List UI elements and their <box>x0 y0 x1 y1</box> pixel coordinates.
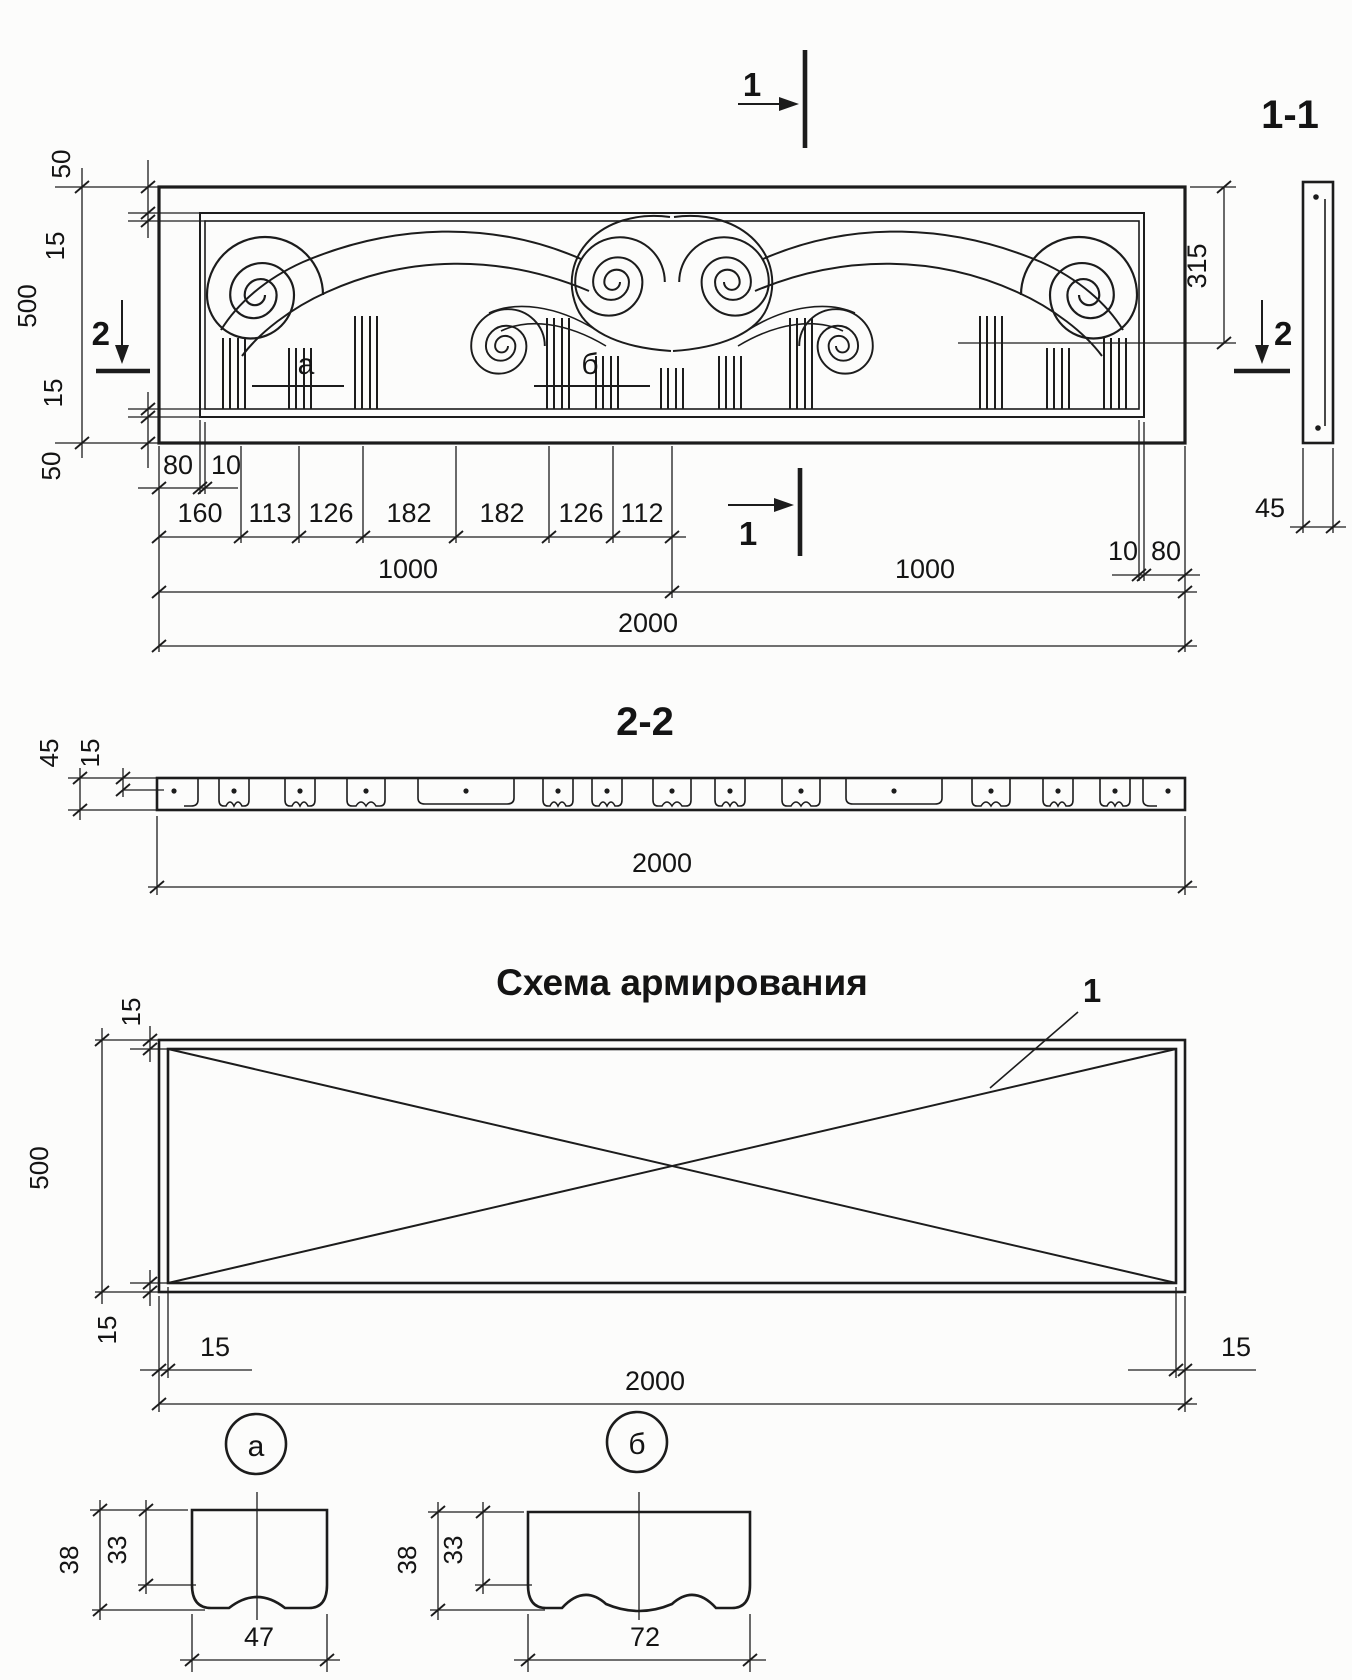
cut2-label-left: 2 <box>91 315 110 352</box>
dim-15-rebar-top: 15 <box>116 997 146 1027</box>
detail-a-section-shape <box>192 1510 327 1608</box>
section-2-2-view <box>34 700 1197 895</box>
reinforcement-scheme <box>24 962 1256 1412</box>
dim-top-inset: 15 <box>40 231 70 261</box>
dim-2000-elevation: 2000 <box>617 608 679 638</box>
dim-10-left: 10 <box>210 450 242 480</box>
detail-b <box>392 1412 766 1672</box>
dim-45-section11: 45 <box>1254 493 1285 523</box>
dim-15-side-right: 15 <box>1220 1332 1252 1362</box>
detail-references <box>252 348 650 386</box>
dim-72-b: 72 <box>629 1622 661 1652</box>
dim-seg-126: 126 <box>308 498 354 528</box>
dim-1000-right: 1000 <box>894 554 956 584</box>
section-cut-1-bottom <box>728 468 800 556</box>
rebar-diagonals <box>168 1049 1176 1283</box>
rebar-mark-1: 1 <box>1082 972 1102 1009</box>
dim-38-a: 38 <box>54 1545 84 1575</box>
section-cut-2-right <box>1234 300 1292 371</box>
dim-80-left: 80 <box>162 450 194 480</box>
dim-top-border: 50 <box>46 149 76 179</box>
section-2-2-title: 2-2 <box>616 700 674 744</box>
dim-45-section22: 45 <box>34 738 64 768</box>
dim-bottom-inset: 15 <box>38 378 68 408</box>
detail-a <box>54 1414 340 1672</box>
elevation-view <box>159 187 1185 443</box>
detail-a-letter: а <box>247 1430 265 1463</box>
section-1-1-title: 1-1 <box>1261 93 1319 137</box>
cut2-label-right: 2 <box>1274 315 1293 352</box>
section-cut-2-left <box>92 300 150 371</box>
dim-315: 315 <box>1182 243 1212 289</box>
panel-outline <box>159 187 1185 443</box>
dim-500-rebar: 500 <box>24 1146 54 1190</box>
dim-10-right: 10 <box>1107 536 1139 566</box>
dim-seg-126b: 126 <box>558 498 604 528</box>
dim-15-rebar-bottom: 15 <box>92 1315 122 1345</box>
dim-47-a: 47 <box>243 1622 275 1652</box>
dim-seg-160: 160 <box>177 498 223 528</box>
detail-b-letter: б <box>628 1428 646 1461</box>
dim-80-right: 80 <box>1150 536 1182 566</box>
dim-seg-182b: 182 <box>479 498 525 528</box>
dim-38-b: 38 <box>392 1545 422 1575</box>
cut1-label-top: 1 <box>742 66 762 103</box>
section-1-1-view <box>1255 93 1346 533</box>
elevation-315-dim <box>958 181 1236 349</box>
dim-bottom-border: 50 <box>36 451 66 481</box>
balusters <box>223 316 1126 409</box>
dim-1000-left: 1000 <box>377 554 439 584</box>
elevation-bottom-dims <box>138 420 1200 652</box>
dim-seg-112: 112 <box>620 498 664 528</box>
cut1-label-bottom: 1 <box>738 515 758 552</box>
dim-seg-182a: 182 <box>386 498 432 528</box>
dim-2000-section22: 2000 <box>631 848 693 878</box>
dim-15-rebar-offset: 15 <box>75 738 105 768</box>
dim-seg-113: 113 <box>248 498 292 528</box>
detail-b-ref: б <box>581 348 599 381</box>
dim-33-b: 33 <box>438 1535 468 1565</box>
dim-33-a: 33 <box>102 1535 132 1565</box>
dim-15-side-left: 15 <box>199 1332 231 1362</box>
detail-a-ref: а <box>297 348 315 381</box>
dim-height-500: 500 <box>12 284 42 328</box>
dim-2000-rebar: 2000 <box>624 1366 686 1396</box>
section-cut-1-top <box>738 50 805 148</box>
scroll-ornament <box>207 216 1137 374</box>
reinforcement-title: Схема армирования <box>496 962 868 1003</box>
